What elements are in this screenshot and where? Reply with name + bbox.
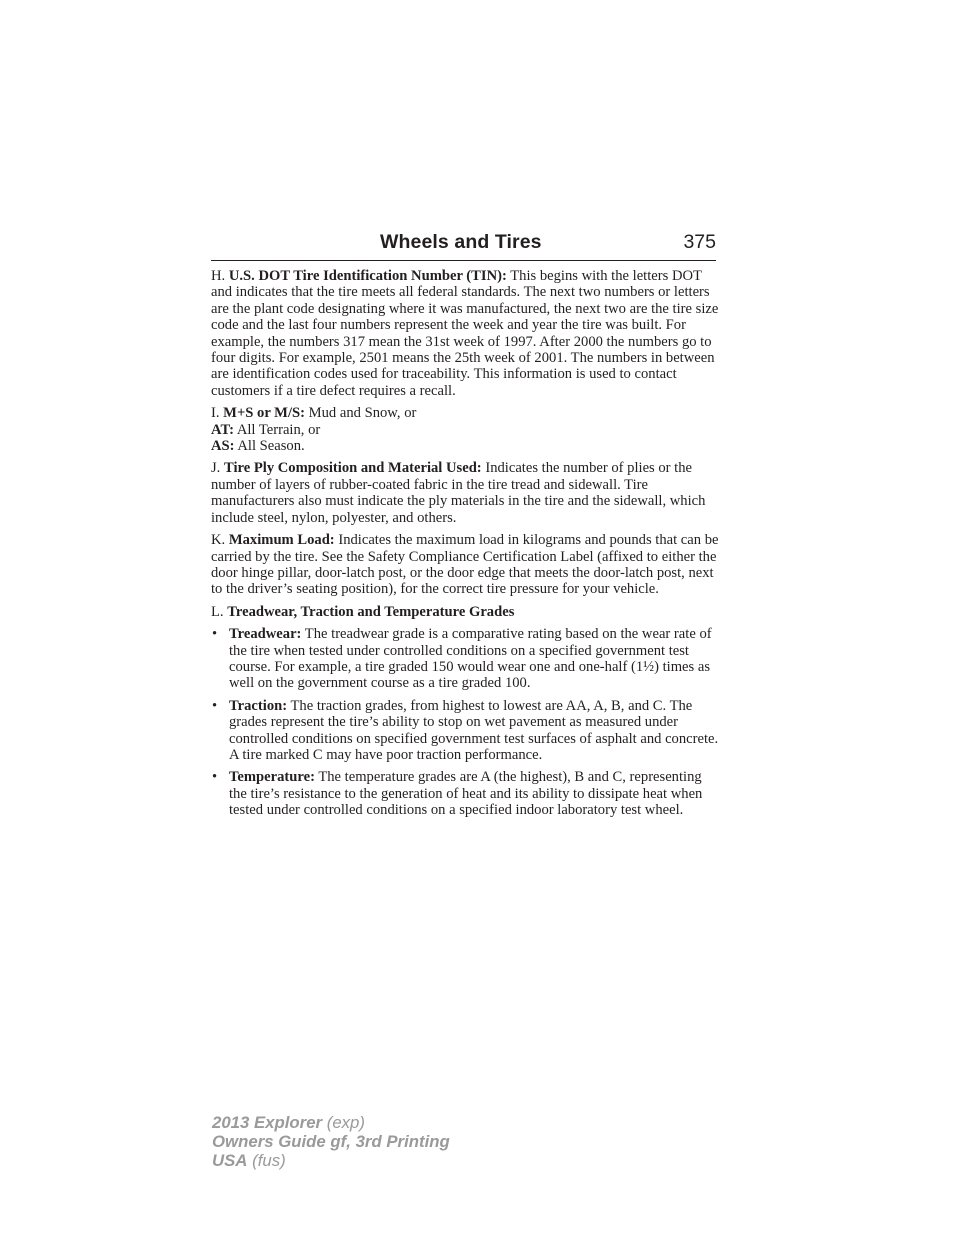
item-letter: H. <box>211 268 226 284</box>
as-description: All Season. <box>237 438 305 455</box>
item-letter: J. <box>211 460 221 477</box>
running-header <box>211 229 716 261</box>
bullet-term: Traction: <box>229 697 288 714</box>
at-term: AT: <box>211 421 234 438</box>
page-body <box>211 268 723 825</box>
bullet-temperature <box>211 769 723 818</box>
footer-guide: Owners Guide gf, 3rd Printing <box>212 1132 450 1151</box>
footer-model-line <box>212 1113 450 1132</box>
item-description: Indicates the maximum load in kilograms and pounds that can be carried by the tire. See the Safety Compliance Certification Label (affixed to either the door hinge pillar, door-latch post, or the door edge that meets the door-latch post, next to the driver’s seating position), for the correct tire pressure for your vehicle. <box>211 532 719 598</box>
ms-term: M+S or M/S: <box>223 405 305 422</box>
item-j-ply-composition <box>211 460 723 526</box>
item-letter: L. <box>211 603 224 620</box>
item-term: Treadwear, Traction and Temperature Grades <box>227 603 515 620</box>
footer-model-code: (exp) <box>326 1113 365 1132</box>
ms-description: Mud and Snow, or <box>308 405 417 422</box>
footer-market-code: (fus) <box>252 1151 286 1170</box>
item-k-maximum-load <box>211 532 723 598</box>
section-title: Wheels and Tires <box>380 231 542 253</box>
footer-market-line <box>212 1151 450 1170</box>
bullet-dot-icon: • <box>212 697 218 714</box>
bullet-treadwear <box>211 626 723 692</box>
item-l-grades-heading <box>211 604 723 620</box>
item-description: Indicates the number of plies or the number of layers of rubber-coated fabric in the tire tread and sidewall. Tire manufacturers also must indicate the ply materials in the tire and the sidewall, which include steel, nylon, polyester, and others. <box>211 460 706 526</box>
item-h-tin <box>211 268 723 399</box>
page-number: 375 <box>683 231 716 253</box>
item-i-tire-designations <box>211 405 723 454</box>
item-description: This begins with the letters DOT and indicates that the tire meets all federal standards. The next two numbers or letters are the plant code designating where it was manufactured, the next two are the tire size code and the last four numbers represent the week and year the tire was built. For example, the numbers 317 mean the 31st week of 1997. After 2000 the numbers go to four digits. For example, 2501 means the 25th week of 2001. The numbers in between are identification codes used for traceability. This information is used to contact customers if a tire defect requires a recall. <box>211 268 719 399</box>
item-letter: I. <box>211 405 220 422</box>
as-term: AS: <box>211 438 235 455</box>
document-footer <box>212 1113 450 1170</box>
bullet-description: The temperature grades are A (the highest), B and C, representing the tire’s resistance to the generation of heat and its ability to dissipate heat when tested under controlled conditions on a specified indoor laboratory test wheel. <box>229 769 703 819</box>
item-letter: K. <box>211 532 226 549</box>
bullet-description: The treadwear grade is a comparative rating based on the wear rate of the tire when tested under controlled conditions on a specified government test course. For example, a tire graded 150 would wear one and one-half (1½) times as well on the government course as a tire graded 100. <box>229 626 712 692</box>
bullet-dot-icon: • <box>212 626 218 643</box>
bullet-term: Treadwear: <box>229 626 302 643</box>
item-term: Maximum Load: <box>228 532 335 549</box>
bullet-dot-icon: • <box>212 769 218 786</box>
item-term: U.S. DOT Tire Identification Number (TIN): <box>228 268 507 284</box>
bullet-term: Temperature: <box>229 769 315 786</box>
at-description: All Terrain, or <box>236 421 321 438</box>
item-term: Tire Ply Composition and Material Used: <box>223 460 482 477</box>
footer-model: 2013 Explorer <box>212 1113 323 1132</box>
bullet-description: The traction grades, from highest to lowest are AA, A, B, and C. The grades represent the tire’s ability to stop on wet pavement as measured under controlled conditions on specified government test surfaces of asphalt and concrete. A tire marked C may have poor traction performance. <box>229 697 719 763</box>
footer-market: USA <box>212 1151 248 1170</box>
bullet-traction <box>211 698 723 764</box>
footer-guide-line <box>212 1132 450 1151</box>
